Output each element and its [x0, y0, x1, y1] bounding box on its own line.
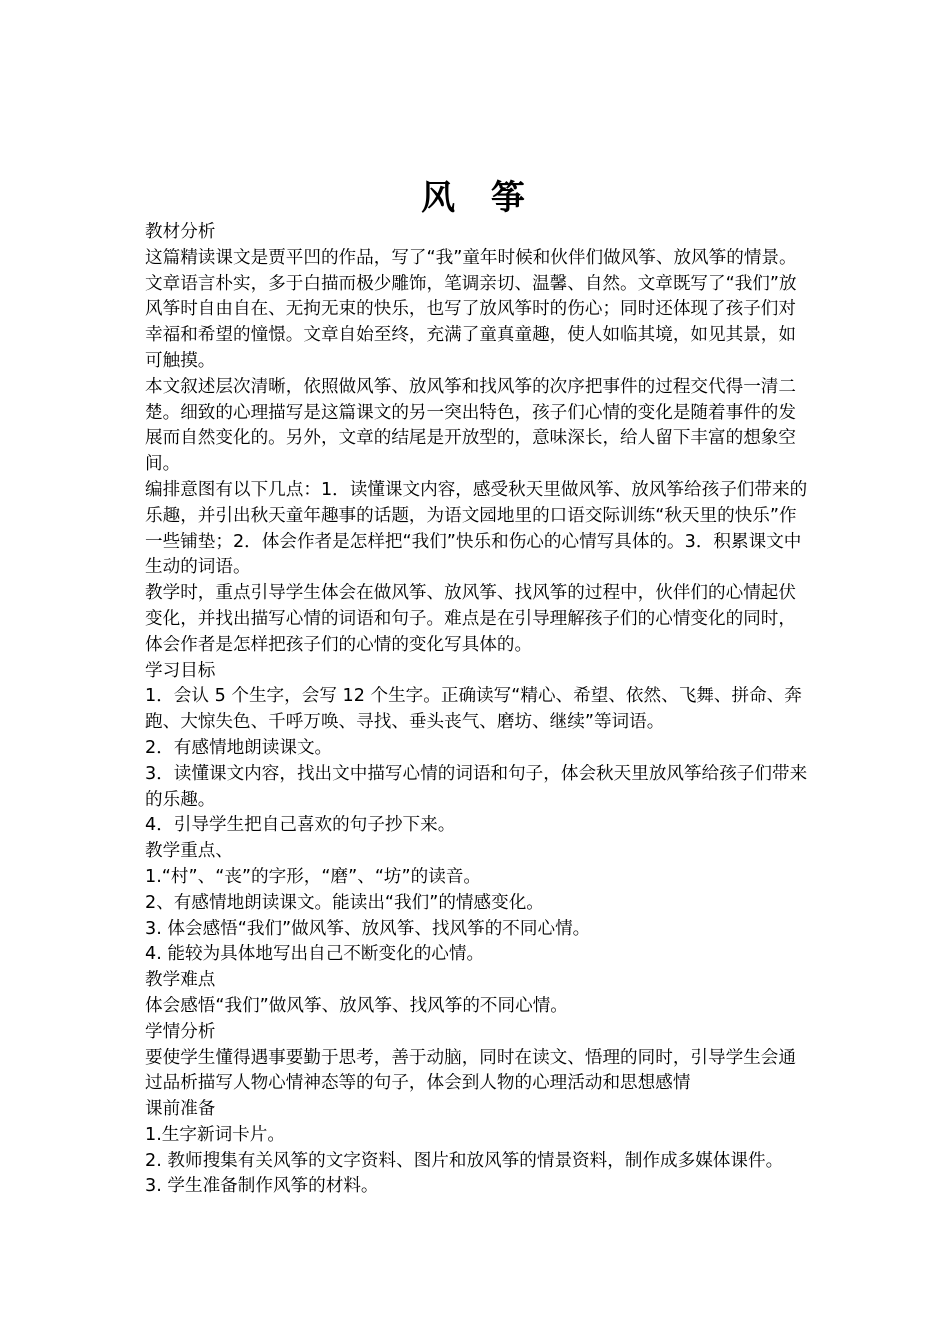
paragraph-student-analysis: 要使学生懂得遇事要勤于思考，善于动脑，同时在读文、悟理的同时，引导学生会通过品析描写人物心情神态等的句子，体会到人物的心理活动和思想感情 — [145, 1047, 796, 1094]
list-item-preparation-3: 3. 学生准备制作风筝的材料。 — [145, 1176, 379, 1197]
paragraph-teaching-focus: 教学时，重点引导学生体会在做风筝、放风筝、找风筝的过程中，伙伴们的心情起伏变化，并找出描写心情的词语和句子。难点是在引导理解孩子们的心情变化的同时，体会作者是怎样把孩子们的心情的变化写具体的。 — [145, 583, 796, 655]
list-item-key-point-4: 4. 能较为具体地写出自己不断变化的心情。 — [145, 944, 485, 965]
section-heading-learning-goals: 学习目标 — [145, 660, 216, 681]
list-item-key-point-1: 1.“村”、“丧”的字形，“磨”、“坊”的读音。 — [145, 866, 482, 887]
list-item-goal-1: 1．会认 5 个生字，会写 12 个生字。正确读写“精心、希望、依然、飞舞、拼命、奔跑、大惊失色、千呼万唤、寻找、垂头丧气、磨坊、继续”等词语。 — [145, 686, 802, 733]
list-item-goal-3: 3．读懂课文内容，找出文中描写心情的词语和句子，体会秋天里放风筝给孩子们带来的乐趣。 — [145, 763, 808, 810]
document-title: 风 筝 — [421, 178, 537, 218]
list-item-preparation-2: 2. 教师搜集有关风筝的文字资料、图片和放风筝的情景资料，制作成多媒体课件。 — [145, 1150, 784, 1171]
list-item-key-point-3: 3. 体会感悟“我们”做风筝、放风筝、找风筝的不同心情。 — [145, 918, 591, 939]
section-heading-preparation: 课前准备 — [145, 1099, 216, 1120]
section-heading-difficulties: 教学难点 — [145, 970, 216, 991]
document-body — [145, 220, 813, 1200]
section-heading-key-points: 教学重点、 — [145, 841, 233, 862]
list-item-preparation-1: 1.生字新词卡片。 — [145, 1124, 285, 1145]
paragraph-arrangement-intent: 编排意图有以下几点：1．读懂课文内容，感受秋天里做风筝、放风筝给孩子们带来的乐趣，并引出秋天童年趣事的话题，为语文园地里的口语交际训练“秋天里的快乐”作一些铺垫；2．体会作者是怎样把“我们”快乐和伤心的心情写具体的。3．积累课文中生动的词语。 — [145, 479, 808, 578]
list-item-key-point-2: 2、有感情地朗读课文。能读出“我们”的情感变化。 — [145, 892, 544, 913]
section-heading-student-analysis: 学情分析 — [145, 1021, 216, 1042]
paragraph-difficulties: 体会感悟“我们”做风筝、放风筝、找风筝的不同心情。 — [145, 995, 568, 1016]
paragraph-textbook-analysis-1: 这篇精读课文是贾平凹的作品，写了“我”童年时候和伙伴们做风筝、放风筝的情景。文章语言朴实，多于白描而极少雕饰，笔调亲切、温馨、自然。文章既写了“我们”放风筝时自由自在、无拘无束的快乐，也写了放风筝时的伤心；同时还体现了孩子们对幸福和希望的憧憬。文章自始至终，充满了童真童趣，使人如临其境，如见其景，如可触摸。 — [145, 247, 797, 371]
section-heading-textbook-analysis: 教材分析 — [145, 222, 216, 242]
paragraph-textbook-analysis-2: 本文叙述层次清晰，依照做风筝、放风筝和找风筝的次序把事件的过程交代得一清二楚。细致的心理描写是这篇课文的另一突出特色，孩子们心情的变化是随着事件的发展而自然变化的。另外，文章的结尾是开放型的，意味深长，给人留下丰富的想象空间。 — [145, 376, 796, 475]
list-item-goal-2: 2．有感情地朗读课文。 — [145, 737, 333, 758]
list-item-goal-4: 4．引导学生把自己喜欢的句子抄下来。 — [145, 815, 456, 836]
